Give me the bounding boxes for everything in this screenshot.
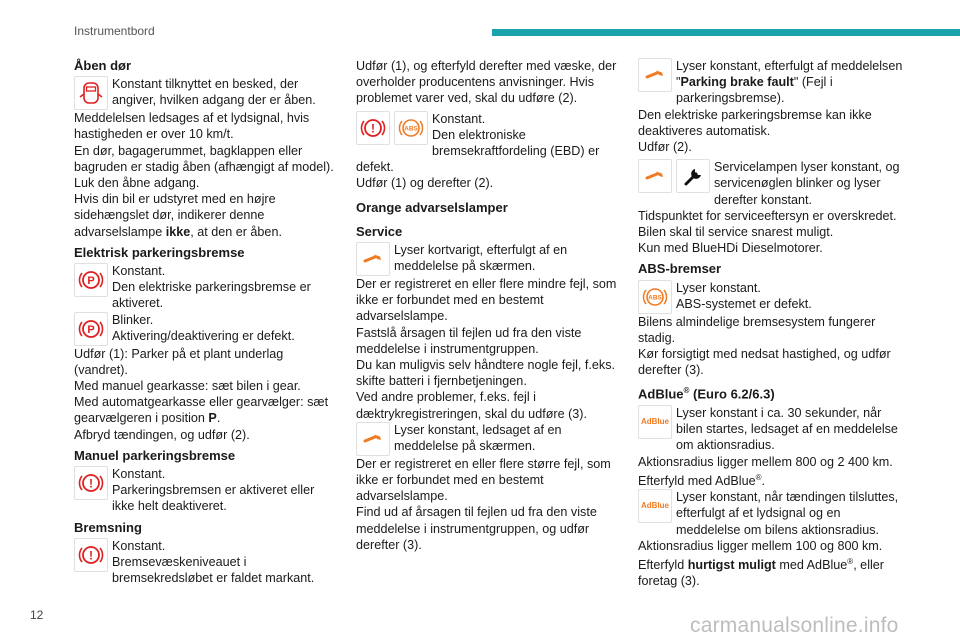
adblue-icon: AdBlue	[638, 405, 672, 439]
mpb-text-1: Konstant.	[112, 467, 166, 482]
heading-adblue: AdBlue® (Euro 6.2/6.3)	[638, 386, 775, 402]
epb-text-7: Med automatgearkasse eller gearvælger: sæt gearvælgeren i position P.	[74, 395, 329, 426]
adblue-text-4: Lyser konstant, når tændingen tilsluttes, efterfulgt af et lydsignal og en meddelelse om bilens aktionsradius.	[676, 490, 899, 537]
parking-brake-icon	[74, 312, 108, 346]
heading-open-door: Åben dør	[74, 58, 132, 73]
block-parking-brake-fault	[638, 58, 903, 107]
service-text-4: Du kan muligvis selv håndtere nogle fejl, f.eks. skifte batteri i fjernbetjeningen.	[356, 358, 616, 389]
epb-text-5: Udfør (1): Parker på et plant underlag (vandret).	[74, 346, 284, 377]
pbf-text-3: Udfør (2).	[638, 140, 692, 155]
brake-text-1: Konstant.	[112, 538, 166, 553]
svg-text:!: !	[89, 548, 93, 563]
heading-orange-warning-lamps: Orange advarselslamper	[356, 199, 508, 215]
abs-text-3: Bilens almindelige bremsesystem fungerer stadig.	[638, 314, 876, 345]
abs-icon	[638, 280, 672, 314]
adblue-text-1: Lyser konstant i ca. 30 sekunder, når bilen startes, ledsaget af en meddelelse om aktionsradius.	[676, 405, 898, 453]
service-text-7: Der er registreret en eller flere større fejl, som ikke er forbundet med en bestemt advarselslampe.	[356, 456, 611, 504]
ebd-text-1: Konstant.	[432, 111, 486, 126]
service-wrench-icon	[356, 422, 390, 456]
adblue-text-5: Aktionsradius ligger mellem 100 og 800 km.	[638, 538, 883, 553]
brake-warning-icon	[74, 538, 108, 572]
column-1	[74, 58, 339, 586]
brake-warning-icon	[74, 466, 108, 500]
epb-text-2: Den elektriske parkeringsbremse er aktiveret.	[112, 280, 311, 311]
block-service-constant	[356, 422, 621, 456]
service-text-3: Fastslå årsagen til fejlen ud fra den viste meddelelse i instrumentgruppen.	[356, 325, 582, 356]
heading-service: Service	[356, 223, 403, 239]
block-epb-blink	[74, 312, 339, 346]
column-3	[638, 58, 903, 590]
abs-text-1: Lyser konstant.	[676, 280, 761, 295]
door-text-4: Luk den åbne adgang.	[74, 176, 200, 191]
door-text-2: Meddelelsen ledsages af et lydsignal, hvis hastigheden er over 10 km/t.	[74, 111, 310, 142]
door-text-5: Hvis din bil er udstyret med en højre sidehængslet dør, indikerer denne advarselslampe ikke, at den er åben.	[74, 192, 282, 239]
adblue-text-6: Efterfyld hurtigst muligt med AdBlue®, eller foretag (3).	[638, 557, 884, 589]
service-text-1: Lyser kortvarigt, efterfulgt af en meddelelse på skærmen.	[394, 243, 568, 274]
adblue-text-2: Aktionsradius ligger mellem 800 og 2 400 km.	[638, 454, 893, 469]
door-text-3: En dør, bagagerummet, bagklappen eller bagruden er stadig åben (afhængigt af model).	[74, 143, 334, 174]
open-door-icon	[74, 76, 108, 110]
page-number: 12	[30, 608, 44, 622]
col2-top-text: Udfør (1), og efterfyld derefter med væske, der overholder producentens anvisninger. Hvis problemet varer ved, skal du udføre (2).	[356, 59, 617, 106]
svg-text:ABS: ABS	[648, 294, 662, 302]
service-text-8: Find ud af årsagen til fejlen ud fra den viste meddelelse i instrumentgruppen, og udfør derefter (3).	[356, 505, 597, 552]
service-wrench-icon	[356, 242, 390, 276]
service-text-2: Der er registreret en eller flere mindre fejl, som ikke er forbundet med en bestemt advarselslampe.	[356, 277, 617, 324]
svg-text:ABS: ABS	[404, 125, 418, 133]
header-accent-bar	[492, 29, 960, 36]
column-2	[356, 58, 621, 553]
svg-text:P: P	[87, 275, 95, 288]
brake-warning-icon	[356, 111, 390, 145]
block-abs	[638, 280, 903, 314]
door-text-1: Konstant tilknyttet en besked, der angiver, hvilken adgang der er åben.	[112, 77, 316, 108]
service-wrench-icon	[638, 159, 672, 193]
service-lamp-text-1: Servicelampen lyser konstant, og servicenøglen blinker og lyser derefter konstant.	[714, 160, 900, 207]
service-text-6: Lyser konstant, ledsaget af en meddelelse på skærmen.	[394, 422, 562, 454]
service-lamp-text-3: Bilen skal til service snarest muligt.	[638, 225, 834, 240]
service-lamp-text-2: Tidspunktet for serviceeftersyn er overskredet.	[638, 208, 897, 223]
epb-text-6: Med manuel gearkasse: sæt bilen i gear.	[74, 379, 301, 394]
pbf-text-2: Den elektriske parkeringsbremse kan ikke deaktiveres automatisk.	[638, 107, 872, 138]
service-wrench-icon	[638, 58, 672, 92]
abs-text-4: Kør forsigtigt med nedsat hastighed, og udfør derefter (3).	[638, 347, 891, 378]
block-service-brief	[356, 242, 621, 276]
adblue-text-3: Efterfyld med AdBlue®.	[638, 472, 766, 488]
section-title: Instrumentbord	[74, 24, 155, 38]
heading-manual-parking-brake: Manuel parkeringsbremse	[74, 447, 236, 463]
epb-text-1: Konstant.	[112, 264, 166, 279]
heading-electric-parking-brake: Elektrisk parkeringsbremse	[74, 244, 245, 260]
parking-brake-icon	[74, 263, 108, 297]
epb-text-8: Afbryd tændingen, og udfør (2).	[74, 427, 250, 442]
svg-text:P: P	[87, 323, 95, 336]
heading-braking: Bremsning	[74, 519, 142, 535]
spanner-icon	[676, 159, 710, 193]
svg-text:!: !	[89, 476, 93, 491]
adblue-icon: AdBlue	[638, 489, 672, 523]
block-braking	[74, 538, 339, 587]
ebd-text-3: Udfør (1) og derefter (2).	[356, 176, 494, 191]
block-service-lamp	[638, 159, 903, 208]
block-ebd	[356, 111, 621, 176]
epb-text-4: Aktivering/deaktivering er defekt.	[112, 328, 295, 343]
block-epb-constant	[74, 263, 339, 312]
watermark: carmanualsonline.info	[690, 614, 899, 637]
block-manual-parking-brake	[74, 466, 339, 515]
block-adblue-1	[638, 405, 903, 454]
mpb-text-2: Parkeringsbremsen er aktiveret eller ikke helt deaktiveret.	[112, 483, 315, 514]
svg-text:!: !	[371, 121, 375, 136]
service-lamp-text-4: Kun med BlueHDi Dieselmotorer.	[638, 241, 823, 256]
block-adblue-2	[638, 489, 903, 538]
abs-text-2: ABS-systemet er defekt.	[676, 296, 812, 311]
block-open-door	[74, 76, 339, 110]
heading-abs-brakes: ABS-bremser	[638, 261, 722, 277]
abs-icon	[394, 111, 428, 145]
service-text-5: Ved andre problemer, f.eks. fejl i dæktrykregistreringen, skal du udføre (3).	[356, 390, 587, 421]
pbf-text-1: Lyser konstant, efterfulgt af meddelelsen "Parking brake fault" (Fejl i parkeringsbremse).	[676, 59, 903, 106]
ebd-text-2: Den elektroniske bremsekraftfordeling (EBD) er defekt.	[356, 127, 600, 175]
brake-text-2: Bremsevæskeniveauet i bremsekredsløbet er faldet markant.	[112, 555, 315, 586]
epb-text-3: Blinker.	[112, 312, 154, 327]
